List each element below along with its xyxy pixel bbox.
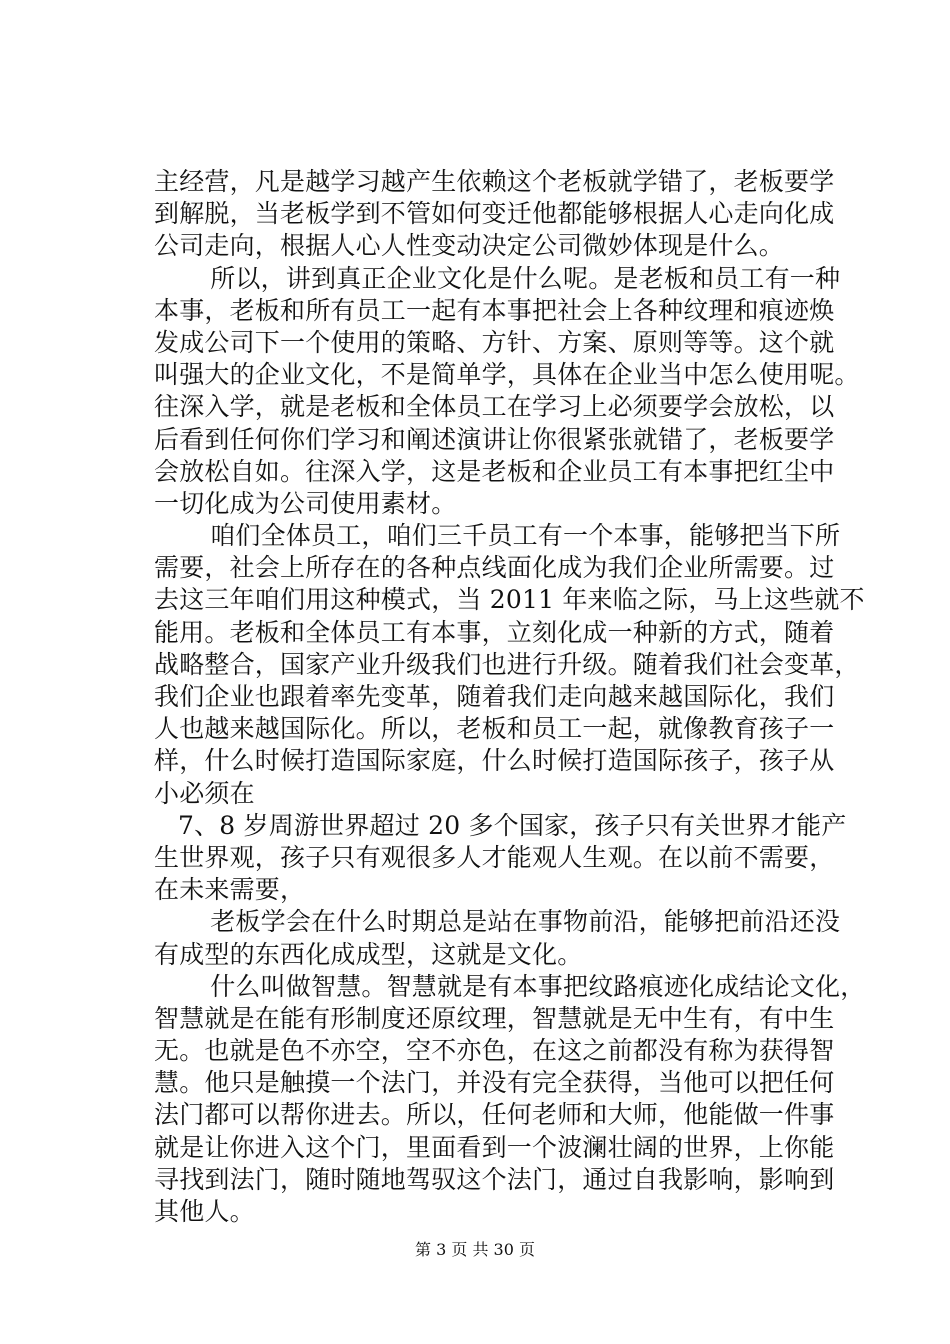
- text-line: 发成公司下一个使用的策略、方针、方案、原则等等。这个就: [154, 327, 835, 357]
- text-line: 去这三年咱们用这种模式，当 2011 年来临之际，马上这些就不: [154, 585, 865, 615]
- text-line: 小必须在: [154, 778, 255, 808]
- text-line: 无。也就是色不亦空，空不亦色，在这之前都没有称为获得智: [154, 1036, 835, 1066]
- text-line: 7、8 岁周游世界超过 20 多个国家，孩子只有关世界才能产: [178, 810, 847, 840]
- text-line: 生世界观，孩子只有观很多人才能观人生观。在以前不需要，: [154, 842, 835, 872]
- text-line: 我们企业也跟着率先变革，随着我们走向越来越国际化，我们: [154, 682, 835, 711]
- text-line: 所以，讲到真正企业文化是什么呢。是老板和员工有一种: [185, 263, 841, 293]
- page-number-footer: 第 3 页 共 30 页: [415, 1240, 535, 1259]
- text-line: 慧。他只是触摸一个法门，并没有完全获得，当他可以把任何: [154, 1068, 835, 1098]
- text-line: 法门都可以帮你进去。所以，任何老师和大师，他能做一件事: [154, 1100, 835, 1130]
- document-body: [154, 166, 866, 1228]
- text-line: 老板学会在什么时期总是站在事物前沿，能够把前沿还没: [185, 907, 841, 937]
- text-line: 一切化成为公司使用素材。: [154, 488, 457, 518]
- text-line: 后看到任何你们学习和阐述演讲让你很紧张就错了，老板要学: [154, 424, 835, 454]
- text-line: 主经营，凡是越学习越产生依赖这个老板就学错了，老板要学: [154, 167, 835, 196]
- text-line: 人也越来越国际化。所以，老板和员工一起，就像教育孩子一: [154, 714, 835, 744]
- text-line: 寻找到法门，随时随地驾驭这个法门，通过自我影响，影响到: [154, 1164, 835, 1194]
- text-line: 就是让你进入这个门，里面看到一个波澜壮阔的世界，上你能: [154, 1132, 835, 1162]
- text-line: 公司走向，根据人心人性变动决定公司微妙体现是什么。: [154, 231, 785, 261]
- text-line: 有成型的东西化成成型，这就是文化。: [154, 939, 583, 969]
- text-line: 本事，老板和所有员工一起有本事把社会上各种纹理和痕迹焕: [154, 295, 835, 325]
- text-line: 往深入学，就是老板和全体员工在学习上必须要学会放松，以: [154, 392, 835, 422]
- text-line: 战略整合，国家产业升级我们也进行升级。随着我们社会变革，: [154, 649, 860, 679]
- text-line: 智慧就是在能有形制度还原纹理，智慧就是无中生有，有中生: [154, 1003, 835, 1033]
- text-line: 需要，社会上所存在的各种点线面化成为我们企业所需要。过: [154, 553, 835, 583]
- text-line: 叫强大的企业文化，不是简单学，具体在企业当中怎么使用呢。: [154, 360, 860, 390]
- text-line: 在未来需要，: [154, 875, 306, 905]
- text-line: 会放松自如。往深入学，这是老板和企业员工有本事把红尘中: [154, 456, 835, 486]
- text-line: 样，什么时候打造国际家庭，什么时候打造国际孩子，孩子从: [154, 746, 835, 776]
- text-line: 到解脱，当老板学到不管如何变迁他都能够根据人心走向化成: [154, 199, 835, 229]
- text-line: 其他人。: [154, 1197, 255, 1226]
- text-line: 能用。老板和全体员工有本事，立刻化成一种新的方式，随着: [154, 617, 835, 647]
- text-line: 什么叫做智慧。智慧就是有本事把纹路痕迹化成结论文化，: [185, 971, 866, 1001]
- text-line: 咱们全体员工，咱们三千员工有一个本事，能够把当下所: [185, 521, 841, 551]
